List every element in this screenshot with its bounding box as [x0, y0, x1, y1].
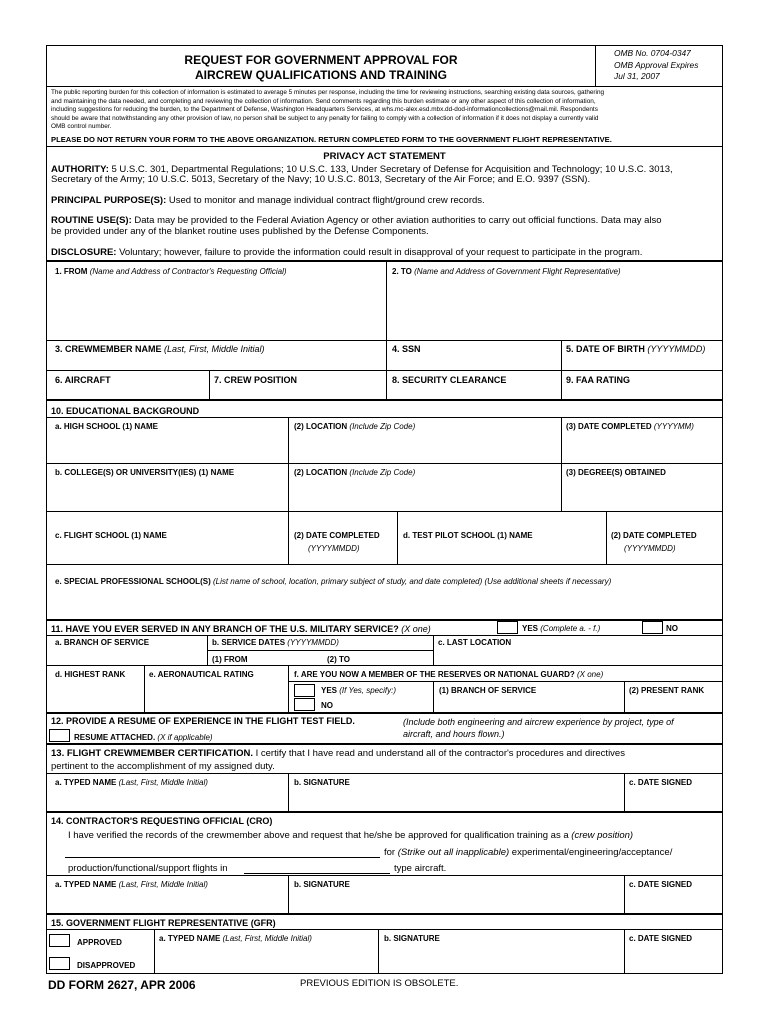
crewmember-date-signed-field[interactable]: c. DATE SIGNED	[629, 778, 692, 787]
security-clearance-field[interactable]: 8. SECURITY CLEARANCE	[392, 375, 507, 385]
omb-number: OMB No. 0704-0347	[614, 48, 691, 58]
reserves-no-checkbox[interactable]	[294, 698, 315, 711]
from-field[interactable]: 1. FROM (Name and Address of Contractor's Requesting Official)	[55, 267, 287, 276]
date-of-birth-field[interactable]: 5. DATE OF BIRTH (YYYYMMDD)	[566, 344, 706, 354]
aircraft-field[interactable]: 6. AIRCRAFT	[55, 375, 111, 385]
flight-school-date-field[interactable]: (2) DATE COMPLETED (YYYYMMDD)	[294, 531, 380, 553]
resume-heading: 12. PROVIDE A RESUME OF EXPERIENCE IN THE FLIGHT TEST FIELD.	[51, 716, 355, 726]
flight-school-name-field[interactable]: c. FLIGHT SCHOOL (1) NAME	[55, 531, 167, 540]
reserves-present-rank-field[interactable]: (2) PRESENT RANK	[629, 686, 705, 695]
gfr-approved-label: APPROVED	[77, 938, 122, 947]
gfr-typed-name-field[interactable]: a. TYPED NAME (Last, First, Middle Initial)	[159, 934, 312, 943]
test-pilot-school-date-field[interactable]: (2) DATE COMPLETED (YYYYMMDD)	[611, 531, 697, 553]
gfr-heading: 15. GOVERNMENT FLIGHT REPRESENTATIVE (GFR)	[51, 918, 276, 928]
resume-hint: (Include both engineering and aircrew experience by project, type of aircraft, and hours flown.)	[403, 717, 674, 739]
military-yes-checkbox[interactable]	[497, 621, 518, 634]
education-heading: 10. EDUCATIONAL BACKGROUND	[51, 406, 200, 416]
military-yes-label: YES (Complete a. - f.)	[522, 624, 601, 633]
special-professional-school-field[interactable]: e. SPECIAL PROFESSIONAL SCHOOL(S) (List name of school, location, primary subject of study, and date completed) (Use additional sheets if necessary)	[55, 577, 612, 586]
branch-of-service-field[interactable]: a. BRANCH OF SERVICE	[55, 638, 150, 647]
high-school-name-field[interactable]: a. HIGH SCHOOL (1) NAME	[55, 422, 158, 431]
privacy-authority-cont: Secretary of the Army; 10 U.S.C. 5013, Secretary of the Navy; 10 U.S.C. 8013, Secretary of the Air Force; and E.O. 9397 (SSN).	[51, 174, 591, 185]
form-title-line2: AIRCREW QUALIFICATIONS AND TRAINING	[195, 68, 447, 82]
privacy-routine: ROUTINE USE(S): Data may be provided to the Federal Aviation Agency or other aviation authorities to carry out official functions. Data may also	[51, 215, 662, 226]
to-field[interactable]: 2. TO (Name and Address of Government Flight Representative)	[392, 267, 621, 276]
cro-date-signed-field[interactable]: c. DATE SIGNED	[629, 880, 692, 889]
cro-typed-name-field[interactable]: a. TYPED NAME (Last, First, Middle Initial)	[55, 880, 208, 889]
form-left-border	[46, 45, 47, 974]
cro-statement-line2: for (Strike out all inapplicable) experimental/engineering/acceptance/	[384, 847, 673, 858]
college-name-field[interactable]: b. COLLEGE(S) OR UNIVERSITY(IES) (1) NAME	[55, 468, 235, 477]
reserves-branch-field[interactable]: (1) BRANCH OF SERVICE	[439, 686, 537, 695]
last-location-field[interactable]: c. LAST LOCATION	[438, 638, 512, 647]
gfr-signature-field[interactable]: b. SIGNATURE	[384, 934, 440, 943]
resume-attached-label: RESUME ATTACHED. (X if applicable)	[74, 733, 213, 742]
crew-position-field[interactable]: 7. CREW POSITION	[214, 375, 298, 385]
crewmember-typed-name-field[interactable]: a. TYPED NAME (Last, First, Middle Initial)	[55, 778, 208, 787]
privacy-purpose: PRINCIPAL PURPOSE(S): Used to monitor and manage individual contract flight/ground crew records.	[51, 195, 485, 206]
privacy-heading: PRIVACY ACT STATEMENT	[323, 151, 446, 162]
ssn-field[interactable]: 4. SSN	[392, 344, 421, 354]
reserves-yes-label: YES (If Yes, specify:)	[321, 686, 397, 695]
cro-statement-line3: production/functional/support flights in	[68, 863, 228, 874]
form-title	[48, 53, 594, 83]
gfr-disapproved-label: DISAPPROVED	[77, 961, 136, 970]
aircraft-type-blank[interactable]	[244, 873, 390, 874]
omb-date: Jul 31, 2007	[614, 71, 660, 81]
resume-attached-checkbox[interactable]	[49, 729, 70, 742]
college-location-field[interactable]: (2) LOCATION (Include Zip Code)	[294, 468, 416, 477]
faa-rating-field[interactable]: 9. FAA RATING	[566, 375, 631, 385]
form-right-border	[722, 45, 723, 974]
certification-text: 13. FLIGHT CREWMEMBER CERTIFICATION. I certify that I have read and understand all of the contractor's procedures and directives	[51, 748, 625, 759]
highest-rank-field[interactable]: d. HIGHEST RANK	[55, 670, 126, 679]
crew-position-blank[interactable]	[65, 857, 380, 858]
gfr-approved-checkbox[interactable]	[49, 934, 70, 947]
reserves-question: f. ARE YOU NOW A MEMBER OF THE RESERVES OR NATIONAL GUARD? (X one)	[294, 670, 604, 679]
return-warning: PLEASE DO NOT RETURN YOUR FORM TO THE ABOVE ORGANIZATION. RETURN COMPLETED FORM TO THE GOVERNMENT FLIGHT REPRESENTATIVE.	[51, 135, 612, 144]
gfr-disapproved-checkbox[interactable]	[49, 957, 70, 970]
military-question: 11. HAVE YOU EVER SERVED IN ANY BRANCH OF THE U.S. MILITARY SERVICE? (X one)	[51, 624, 431, 634]
cro-statement-line1: I have verified the records of the crewmember above and request that he/she be approved for qualification training as a (crew position)	[68, 830, 634, 841]
service-dates-field[interactable]: b. SERVICE DATES (YYYYMMDD)	[212, 638, 339, 647]
service-from-field[interactable]: (1) FROM	[212, 655, 248, 664]
college-degree-field[interactable]: (3) DEGREE(S) OBTAINED	[566, 468, 666, 477]
omb-block	[614, 48, 698, 83]
reserves-no-label: NO	[321, 701, 333, 710]
high-school-location-field[interactable]: (2) LOCATION (Include Zip Code)	[294, 422, 416, 431]
military-no-label: NO	[666, 624, 678, 633]
privacy-routine-cont: be provided under any of the blanket routine uses published by the Defense Components.	[51, 226, 429, 237]
cro-statement-line3-suffix: type aircraft.	[394, 863, 447, 874]
gfr-date-signed-field[interactable]: c. DATE SIGNED	[629, 934, 692, 943]
aeronautical-rating-field[interactable]: e. AERONAUTICAL RATING	[149, 670, 254, 679]
form-title-line1: REQUEST FOR GOVERNMENT APPROVAL FOR	[184, 53, 458, 67]
form-top-border	[46, 45, 723, 46]
certification-text-cont: pertinent to the accomplishment of my assigned duty.	[51, 761, 275, 772]
form-number: DD FORM 2627, APR 2006	[48, 978, 196, 992]
crewmember-name-field[interactable]: 3. CREWMEMBER NAME (Last, First, Middle Initial)	[55, 344, 265, 354]
military-no-checkbox[interactable]	[642, 621, 663, 634]
test-pilot-school-name-field[interactable]: d. TEST PILOT SCHOOL (1) NAME	[403, 531, 533, 540]
form-bottom-border	[46, 973, 723, 974]
cro-heading: 14. CONTRACTOR'S REQUESTING OFFICIAL (CRO)	[51, 816, 273, 826]
cro-signature-field[interactable]: b. SIGNATURE	[294, 880, 350, 889]
high-school-date-field[interactable]: (3) DATE COMPLETED (YYYYMM)	[566, 422, 694, 431]
omb-expires: OMB Approval Expires	[614, 59, 699, 70]
burden-statement: The public reporting burden for this collection of information is estimated to average 5 minutes per response, including the time for reviewing instructions, searching existing data sources, gathering and maintaining the data needed, and completing and reviewing the collection of information. Send comments regarding this burden estimate or any other aspect of this collection of information, including suggestions for reducing the burden, to the Department of Defense, Washington Headquarters Services, at whs.mc-alex.esd.mbx.dd-dod-informationcollections@mail.mil. Respondents should be aware that notwithstanding any other provision of law, no person shall be subject to any penalty for failing to comply with a collection of information if it does not display a currently valid OMB control number.	[51, 89, 605, 131]
previous-edition-note: PREVIOUS EDITION IS OBSOLETE.	[300, 978, 459, 989]
service-to-field[interactable]: (2) TO	[327, 655, 350, 664]
privacy-authority: AUTHORITY: 5 U.S.C. 301, Departmental Regulations; 10 U.S.C. 133, Under Secretary of Defense for Acquisition and Technology; 10 U.S.C. 3013,	[51, 164, 673, 175]
reserves-yes-checkbox[interactable]	[294, 684, 315, 697]
privacy-disclosure: DISCLOSURE: Voluntary; however, failure to provide the information could result in disapproval of your request to participate in the program.	[51, 247, 643, 258]
crewmember-signature-field[interactable]: b. SIGNATURE	[294, 778, 350, 787]
